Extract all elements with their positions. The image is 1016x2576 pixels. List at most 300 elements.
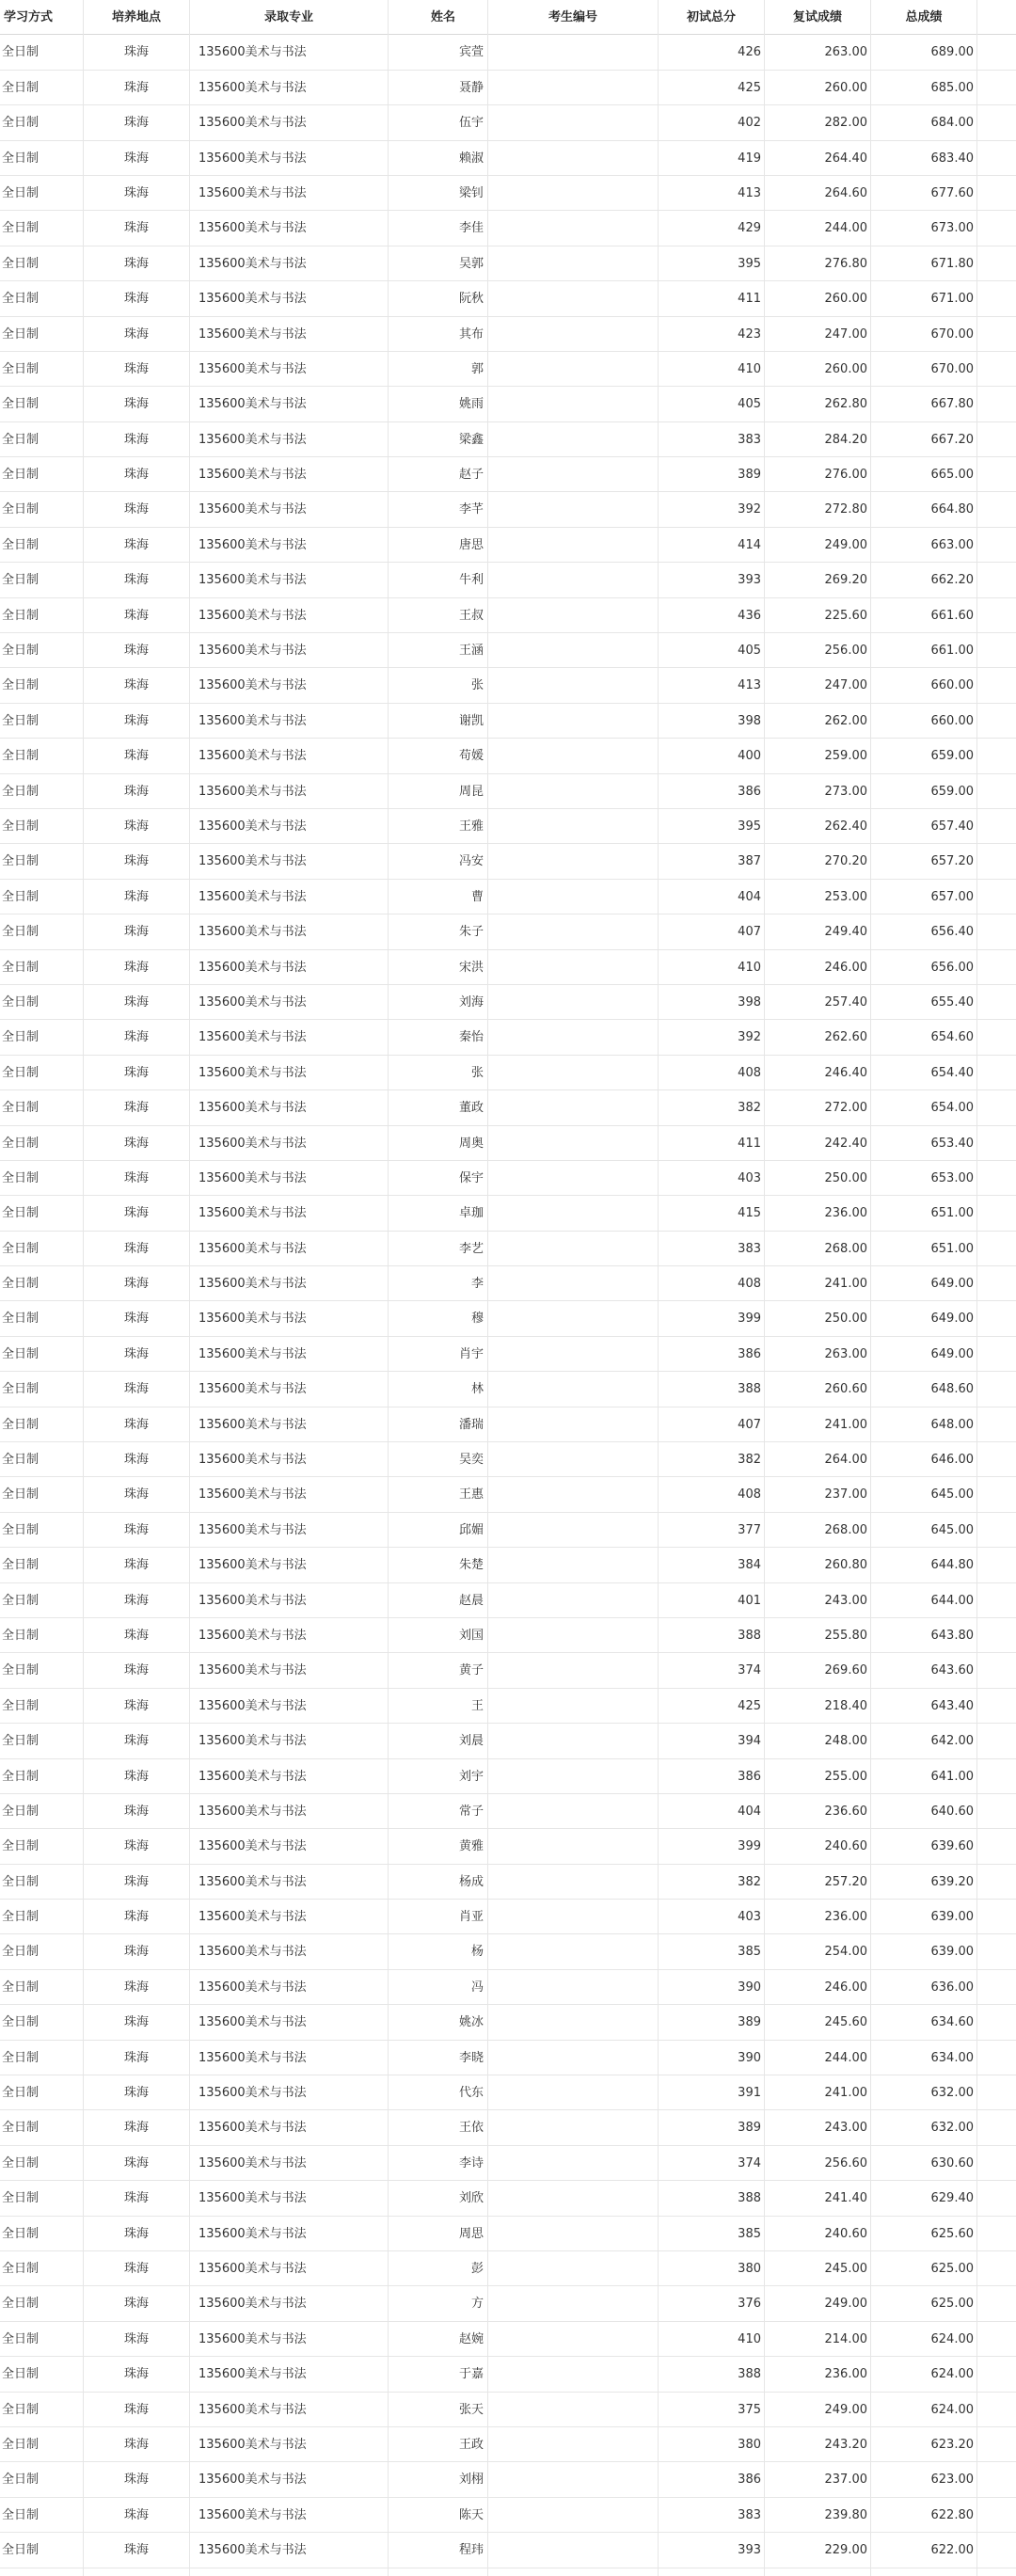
cell-retest-score: 249.00	[824, 2402, 867, 2417]
cell-total-score: 657.40	[930, 819, 974, 834]
cell-initial-score: 391	[738, 2086, 761, 2101]
cell-major: 135600美术与书法	[198, 1910, 307, 1925]
cell-major: 135600美术与书法	[198, 468, 307, 483]
table-body	[0, 35, 1016, 2568]
cell-initial-score: 404	[738, 889, 761, 904]
cell-candidate-id	[488, 668, 658, 703]
cell-location: 珠海	[123, 1734, 149, 1749]
cell-major: 135600美术与书法	[198, 749, 307, 764]
cell-location: 珠海	[123, 713, 149, 728]
cell-location: 珠海	[123, 502, 149, 517]
cell-total-score: 667.20	[930, 432, 974, 447]
cell-location: 珠海	[123, 573, 149, 588]
cell-initial-score: 394	[738, 1734, 761, 1749]
cell-name: 曹	[470, 889, 484, 904]
cell-retest-score: 269.60	[824, 1663, 867, 1678]
cell-major: 135600美术与书法	[198, 502, 307, 517]
table-row	[0, 422, 1016, 457]
table-row	[0, 2146, 1016, 2181]
cell-name: 李艺	[458, 1241, 484, 1256]
cell-name: 李诗	[458, 2155, 484, 2171]
cell-location: 珠海	[123, 1522, 149, 1537]
cell-retest-score: 237.00	[824, 2473, 867, 2488]
table-row	[0, 492, 1016, 527]
cell-name: 肖宇	[458, 1346, 484, 1361]
cell-name: 梁鑫	[458, 432, 484, 447]
cell-location: 珠海	[123, 1312, 149, 1327]
cell-name: 宋洪	[458, 960, 484, 975]
cell-total-score: 641.00	[930, 1769, 974, 1784]
cell-major: 135600美术与书法	[198, 2367, 307, 2382]
cell-candidate-id	[488, 1090, 658, 1125]
cell-candidate-id	[488, 1689, 658, 1724]
cell-candidate-id	[488, 457, 658, 492]
table-row	[0, 2041, 1016, 2075]
cell-retest-score: 244.00	[824, 2050, 867, 2065]
cell-initial-score: 385	[738, 1945, 761, 1960]
cell-name: 赵婉	[458, 2331, 484, 2346]
cell-name: 苟媛	[458, 749, 484, 764]
cell-candidate-id	[488, 1196, 658, 1231]
cell-name: 赵晨	[458, 1593, 484, 1608]
cell-name: 赖淑	[458, 151, 484, 166]
cell-location: 珠海	[123, 889, 149, 904]
table-row	[0, 1407, 1016, 1442]
cell-location: 珠海	[123, 2507, 149, 2522]
cell-major: 135600美术与书法	[198, 1628, 307, 1643]
cell-major: 135600美术与书法	[198, 1522, 307, 1537]
cell-total-score: 644.80	[930, 1558, 974, 1573]
cell-total-score: 622.80	[930, 2507, 974, 2522]
cell-study-mode: 全日制	[2, 2226, 40, 2241]
cell-total-score: 643.40	[930, 1698, 974, 1713]
cell-total-score: 660.00	[930, 678, 974, 693]
table-row	[0, 35, 1016, 70]
cell-study-mode: 全日制	[2, 644, 40, 659]
cell-major: 135600美术与书法	[198, 1980, 307, 1995]
header-candidate-id: 考生编号	[548, 10, 597, 24]
table-row	[0, 598, 1016, 633]
cell-candidate-id	[488, 422, 658, 457]
cell-retest-score: 270.20	[824, 854, 867, 869]
cell-total-score: 662.20	[930, 573, 974, 588]
cell-name: 邱媚	[458, 1522, 484, 1537]
cell-study-mode: 全日制	[2, 1769, 40, 1784]
cell-candidate-id	[488, 1301, 658, 1336]
cell-major: 135600美术与书法	[198, 678, 307, 693]
table-row	[0, 774, 1016, 809]
cell-total-score: 649.00	[930, 1277, 974, 1292]
cell-name: 王涵	[458, 644, 484, 659]
cell-study-mode: 全日制	[2, 573, 40, 588]
table-row	[0, 1513, 1016, 1548]
cell-major: 135600美术与书法	[198, 994, 307, 1010]
cell-total-score: 648.00	[930, 1417, 974, 1432]
table-row	[0, 1477, 1016, 1512]
cell-total-score: 622.00	[930, 2543, 974, 2558]
cell-major: 135600美术与书法	[198, 889, 307, 904]
cell-study-mode: 全日制	[2, 116, 40, 131]
cell-study-mode: 全日制	[2, 2367, 40, 2382]
cell-name: 聂静	[458, 80, 484, 95]
column-divider	[487, 0, 488, 2576]
table-row	[0, 2286, 1016, 2321]
column-divider	[870, 0, 871, 2576]
cell-name: 梁钊	[458, 185, 484, 200]
table-row	[0, 2075, 1016, 2110]
cell-retest-score: 241.00	[824, 1277, 867, 1292]
cell-study-mode: 全日制	[2, 292, 40, 307]
cell-total-score: 655.40	[930, 994, 974, 1010]
cell-retest-score: 264.60	[824, 185, 867, 200]
cell-retest-score: 247.00	[824, 678, 867, 693]
cell-study-mode: 全日制	[2, 994, 40, 1010]
cell-total-score: 625.00	[930, 2297, 974, 2312]
table-row	[0, 71, 1016, 105]
table-row	[0, 1126, 1016, 1161]
cell-retest-score: 268.00	[824, 1522, 867, 1537]
cell-name: 王政	[458, 2437, 484, 2452]
cell-name: 其布	[458, 326, 484, 342]
table-row	[0, 528, 1016, 563]
cell-retest-score: 282.00	[824, 116, 867, 131]
cell-study-mode: 全日制	[2, 2473, 40, 2488]
cell-candidate-id	[488, 528, 658, 563]
cell-location: 珠海	[123, 749, 149, 764]
cell-study-mode: 全日制	[2, 2191, 40, 2206]
cell-initial-score: 386	[738, 784, 761, 799]
cell-location: 珠海	[123, 1593, 149, 1608]
cell-location: 珠海	[123, 2367, 149, 2382]
cell-initial-score: 392	[738, 502, 761, 517]
cell-total-score: 677.60	[930, 185, 974, 200]
cell-major: 135600美术与书法	[198, 1417, 307, 1432]
cell-retest-score: 255.00	[824, 1769, 867, 1784]
cell-study-mode: 全日制	[2, 256, 40, 271]
cell-location: 珠海	[123, 2121, 149, 2136]
cell-candidate-id	[488, 1794, 658, 1829]
cell-retest-score: 236.00	[824, 2367, 867, 2382]
table-row	[0, 2427, 1016, 2462]
cell-study-mode: 全日制	[2, 326, 40, 342]
cell-candidate-id	[488, 2286, 658, 2321]
cell-study-mode: 全日制	[2, 2155, 40, 2171]
cell-candidate-id	[488, 2110, 658, 2145]
cell-major: 135600美术与书法	[198, 644, 307, 659]
cell-retest-score: 263.00	[824, 45, 867, 60]
cell-location: 珠海	[123, 1101, 149, 1116]
cell-name: 董政	[458, 1101, 484, 1116]
cell-major: 135600美术与书法	[198, 2226, 307, 2241]
table-row	[0, 1689, 1016, 1724]
cell-retest-score: 256.00	[824, 644, 867, 659]
cell-candidate-id	[488, 2427, 658, 2462]
cell-study-mode: 全日制	[2, 1382, 40, 1397]
cell-initial-score: 399	[738, 1839, 761, 1854]
cell-name: 黄雅	[458, 1839, 484, 1854]
cell-retest-score: 240.60	[824, 1839, 867, 1854]
cell-major: 135600美术与书法	[198, 397, 307, 412]
cell-initial-score: 399	[738, 1312, 761, 1327]
cell-name: 保宇	[458, 1170, 484, 1185]
cell-location: 珠海	[123, 2543, 149, 2558]
cell-total-score: 632.00	[930, 2086, 974, 2101]
cell-total-score: 660.00	[930, 713, 974, 728]
table-row	[0, 2393, 1016, 2427]
cell-study-mode: 全日制	[2, 432, 40, 447]
cell-initial-score: 405	[738, 397, 761, 412]
cell-study-mode: 全日制	[2, 2086, 40, 2101]
table-row	[0, 1232, 1016, 1266]
cell-location: 珠海	[123, 468, 149, 483]
cell-location: 珠海	[123, 2050, 149, 2065]
cell-candidate-id	[488, 2146, 658, 2181]
cell-retest-score: 237.00	[824, 1487, 867, 1503]
cell-name: 于嘉	[458, 2367, 484, 2382]
cell-retest-score: 264.00	[824, 1453, 867, 1468]
cell-name: 阮秋	[458, 292, 484, 307]
cell-candidate-id	[488, 2075, 658, 2110]
cell-candidate-id	[488, 985, 658, 1020]
cell-location: 珠海	[123, 2331, 149, 2346]
table-row	[0, 1865, 1016, 1900]
cell-major: 135600美术与书法	[198, 537, 307, 552]
cell-name: 张天	[458, 2402, 484, 2417]
cell-major: 135600美术与书法	[198, 361, 307, 376]
cell-name: 姚雨	[458, 397, 484, 412]
cell-total-score: 645.00	[930, 1487, 974, 1503]
cell-candidate-id	[488, 1513, 658, 1548]
table-row	[0, 914, 1016, 949]
table-row	[0, 985, 1016, 1020]
cell-retest-score: 241.00	[824, 2086, 867, 2101]
cell-total-score: 651.00	[930, 1206, 974, 1221]
cell-name: 代东	[458, 2086, 484, 2101]
cell-candidate-id	[488, 1900, 658, 1934]
cell-location: 珠海	[123, 292, 149, 307]
table-row	[0, 1056, 1016, 1090]
table-row	[0, 1266, 1016, 1301]
table-row	[0, 2005, 1016, 2040]
cell-name: 刘国	[458, 1628, 484, 1643]
cell-initial-score: 407	[738, 925, 761, 940]
cell-major: 135600美术与书法	[198, 2086, 307, 2101]
table-row	[0, 1653, 1016, 1688]
cell-location: 珠海	[123, 1453, 149, 1468]
cell-major: 135600美术与书法	[198, 151, 307, 166]
cell-study-mode: 全日制	[2, 1628, 40, 1643]
table-row	[0, 281, 1016, 316]
cell-candidate-id	[488, 1372, 658, 1407]
table-row	[0, 880, 1016, 914]
cell-candidate-id	[488, 704, 658, 739]
table-row	[0, 211, 1016, 246]
cell-retest-score: 243.20	[824, 2437, 867, 2452]
cell-candidate-id	[488, 1583, 658, 1618]
cell-major: 135600美术与书法	[198, 1065, 307, 1080]
cell-major: 135600美术与书法	[198, 2155, 307, 2171]
cell-initial-score: 413	[738, 678, 761, 693]
cell-name: 刘晨	[458, 1734, 484, 1749]
cell-location: 珠海	[123, 1346, 149, 1361]
cell-candidate-id	[488, 2462, 658, 2497]
cell-location: 珠海	[123, 1277, 149, 1292]
cell-retest-score: 257.20	[824, 1874, 867, 1889]
cell-major: 135600美术与书法	[198, 432, 307, 447]
table-row	[0, 317, 1016, 352]
table-row	[0, 1196, 1016, 1231]
cell-major: 135600美术与书法	[198, 2015, 307, 2030]
cell-total-score: 651.00	[930, 1241, 974, 1256]
table-row	[0, 352, 1016, 387]
table-row	[0, 176, 1016, 211]
cell-total-score: 648.60	[930, 1382, 974, 1397]
cell-name: 李	[470, 1277, 484, 1292]
cell-retest-score: 250.00	[824, 1170, 867, 1185]
cell-name: 李晓	[458, 2050, 484, 2065]
cell-retest-score: 214.00	[824, 2331, 867, 2346]
cell-total-score: 659.00	[930, 784, 974, 799]
cell-candidate-id	[488, 2357, 658, 2392]
cell-location: 珠海	[123, 819, 149, 834]
cell-initial-score: 385	[738, 2226, 761, 2241]
cell-retest-score: 242.40	[824, 1136, 867, 1151]
cell-name: 方	[470, 2297, 484, 2312]
cell-total-score: 630.60	[930, 2155, 974, 2171]
cell-location: 珠海	[123, 678, 149, 693]
cell-initial-score: 408	[738, 1065, 761, 1080]
cell-name: 周思	[458, 2226, 484, 2241]
cell-retest-score: 262.80	[824, 397, 867, 412]
cell-initial-score: 411	[738, 1136, 761, 1151]
cell-location: 珠海	[123, 2226, 149, 2241]
cell-total-score: 670.00	[930, 326, 974, 342]
cell-candidate-id	[488, 1232, 658, 1266]
cell-total-score: 624.00	[930, 2402, 974, 2417]
cell-candidate-id	[488, 950, 658, 985]
cell-study-mode: 全日制	[2, 1804, 40, 1819]
cell-retest-score: 254.00	[824, 1945, 867, 1960]
cell-name: 伍宇	[458, 116, 484, 131]
table-row	[0, 1900, 1016, 1934]
cell-study-mode: 全日制	[2, 854, 40, 869]
cell-total-score: 639.60	[930, 1839, 974, 1854]
cell-name: 朱子	[458, 925, 484, 940]
cell-initial-score: 410	[738, 960, 761, 975]
cell-major: 135600美术与书法	[198, 116, 307, 131]
cell-major: 135600美术与书法	[198, 1769, 307, 1784]
column-divider	[189, 0, 190, 2576]
cell-retest-score: 273.00	[824, 784, 867, 799]
header-name: 姓名	[430, 10, 455, 24]
cell-study-mode: 全日制	[2, 1558, 40, 1573]
cell-total-score: 654.60	[930, 1030, 974, 1045]
cell-study-mode: 全日制	[2, 502, 40, 517]
table-row	[0, 668, 1016, 703]
cell-study-mode: 全日制	[2, 1241, 40, 1256]
table-row	[0, 1020, 1016, 1055]
cell-total-score: 661.60	[930, 608, 974, 623]
cell-retest-score: 241.40	[824, 2191, 867, 2206]
cell-name: 李芊	[458, 502, 484, 517]
table-row	[0, 2110, 1016, 2145]
cell-total-score: 673.00	[930, 221, 974, 236]
cell-retest-score: 236.00	[824, 1910, 867, 1925]
cell-location: 珠海	[123, 608, 149, 623]
cell-candidate-id	[488, 1970, 658, 2005]
cell-initial-score: 382	[738, 1874, 761, 1889]
cell-study-mode: 全日制	[2, 361, 40, 376]
cell-retest-score: 264.40	[824, 151, 867, 166]
cell-study-mode: 全日制	[2, 1980, 40, 1995]
cell-study-mode: 全日制	[2, 1945, 40, 1960]
cell-major: 135600美术与书法	[198, 1663, 307, 1678]
cell-total-score: 671.00	[930, 292, 974, 307]
cell-total-score: 629.40	[930, 2191, 974, 2206]
cell-major: 135600美术与书法	[198, 1874, 307, 1889]
cell-major: 135600美术与书法	[198, 925, 307, 940]
cell-location: 珠海	[123, 2086, 149, 2101]
cell-retest-score: 272.80	[824, 502, 867, 517]
cell-initial-score: 407	[738, 1417, 761, 1432]
cell-candidate-id	[488, 2181, 658, 2216]
cell-retest-score: 260.00	[824, 361, 867, 376]
cell-initial-score: 408	[738, 1487, 761, 1503]
cell-candidate-id	[488, 71, 658, 105]
cell-candidate-id	[488, 1759, 658, 1794]
cell-study-mode: 全日制	[2, 925, 40, 940]
cell-total-score: 670.00	[930, 361, 974, 376]
cell-study-mode: 全日制	[2, 1839, 40, 1854]
table-row	[0, 1970, 1016, 2005]
cell-location: 珠海	[123, 185, 149, 200]
cell-study-mode: 全日制	[2, 1417, 40, 1432]
cell-initial-score: 398	[738, 994, 761, 1010]
table-row	[0, 1934, 1016, 1969]
header-major: 录取专业	[263, 10, 313, 24]
cell-name: 王雅	[458, 819, 484, 834]
cell-major: 135600美术与书法	[198, 2437, 307, 2452]
cell-initial-score: 382	[738, 1101, 761, 1116]
header-location: 培养地点	[111, 10, 161, 24]
cell-initial-score: 419	[738, 151, 761, 166]
cell-study-mode: 全日制	[2, 1663, 40, 1678]
cell-total-score: 643.60	[930, 1663, 974, 1678]
cell-name: 赵子	[458, 468, 484, 483]
cell-total-score: 654.40	[930, 1065, 974, 1080]
cell-initial-score: 390	[738, 1980, 761, 1995]
cell-total-score: 623.00	[930, 2473, 974, 2488]
cell-candidate-id	[488, 141, 658, 176]
cell-study-mode: 全日制	[2, 1170, 40, 1185]
cell-initial-score: 386	[738, 1769, 761, 1784]
cell-total-score: 642.00	[930, 1734, 974, 1749]
cell-initial-score: 386	[738, 2473, 761, 2488]
cell-name: 杨	[470, 1945, 484, 1960]
cell-major: 135600美术与书法	[198, 185, 307, 200]
table-row	[0, 1724, 1016, 1758]
cell-name: 卓珈	[458, 1206, 484, 1221]
cell-initial-score: 415	[738, 1206, 761, 1221]
cell-location: 珠海	[123, 1945, 149, 1960]
cell-initial-score: 383	[738, 1241, 761, 1256]
table-row	[0, 1794, 1016, 1829]
cell-major: 135600美术与书法	[198, 326, 307, 342]
cell-location: 珠海	[123, 1206, 149, 1221]
table-row	[0, 387, 1016, 421]
cell-study-mode: 全日制	[2, 80, 40, 95]
cell-initial-score: 383	[738, 432, 761, 447]
